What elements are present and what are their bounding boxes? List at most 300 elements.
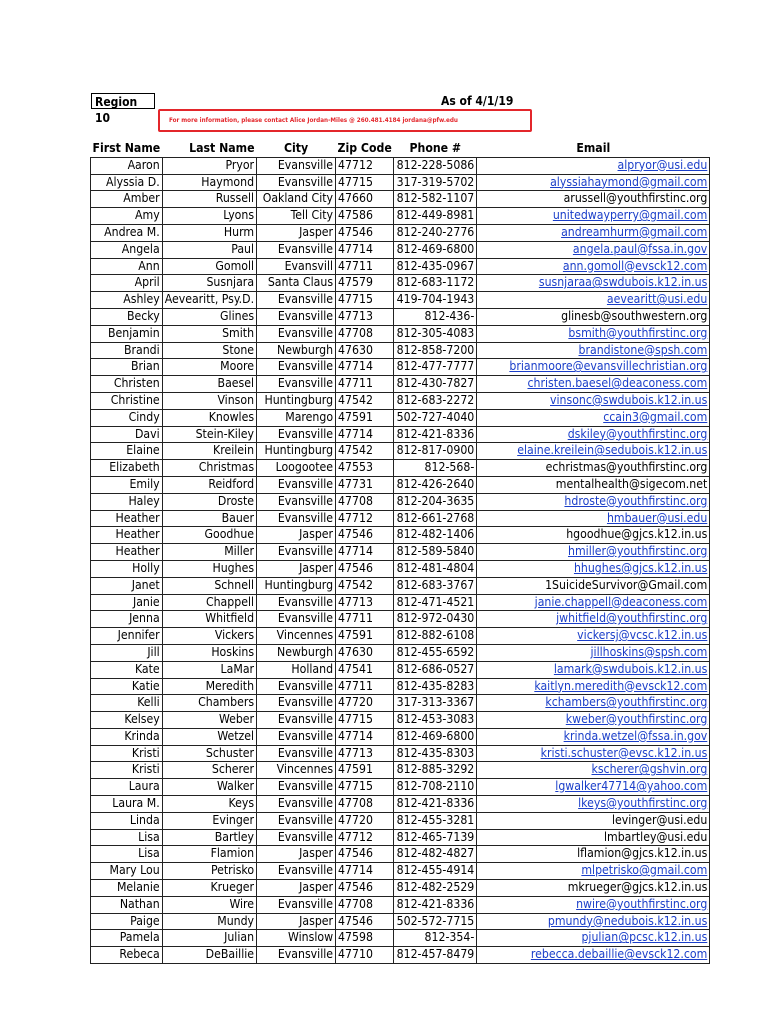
- table-row: [91, 443, 710, 460]
- table-row: [91, 628, 710, 645]
- first-name-cell: Heather: [91, 510, 163, 527]
- last-name-cell: Christmas: [162, 460, 256, 477]
- email-link[interactable]: andreamhurm@gmail.com: [561, 224, 708, 239]
- email-link[interactable]: pjulian@pcsc.k12.in.us: [581, 930, 708, 945]
- first-name-cell: April: [91, 275, 163, 292]
- first-name-cell: Christen: [91, 376, 163, 393]
- email-cell: [477, 258, 710, 275]
- table-row: [91, 426, 710, 443]
- zip-code-cell: 47713: [336, 745, 394, 762]
- table-row: [91, 611, 710, 628]
- zip-code-cell: 47720: [336, 695, 394, 712]
- zip-code-cell: 47714: [336, 728, 394, 745]
- email-cell: [477, 241, 710, 258]
- phone-cell: 502-727-4040: [394, 409, 477, 426]
- city-cell: Evansville: [257, 493, 336, 510]
- email-link[interactable]: hdroste@youthfirstinc.org: [564, 493, 708, 508]
- email-cell: [477, 292, 710, 309]
- table-row: [91, 745, 710, 762]
- table-row: [91, 661, 710, 678]
- city-cell: Vincennes: [257, 628, 336, 645]
- email-link[interactable]: kaitlyn.meredith@evsck12.com: [534, 678, 708, 693]
- last-name-cell: Paul: [162, 241, 256, 258]
- zip-code-cell: 47711: [336, 611, 394, 628]
- last-name-cell: Lyons: [162, 208, 256, 225]
- first-name-cell: Krinda: [91, 728, 163, 745]
- phone-cell: 812-482-1406: [394, 527, 477, 544]
- last-name-cell: Vinson: [162, 392, 256, 409]
- first-name-cell: Janet: [91, 577, 163, 594]
- contact-notice: For more information, please contact Alice Jordan-Miles @ 260.481.4184 jordana@pfw.edu: [158, 109, 532, 132]
- email-link[interactable]: christen.baesel@deaconess.com: [527, 376, 708, 391]
- email-cell: [477, 846, 710, 863]
- email-cell: [477, 745, 710, 762]
- email-link[interactable]: alpryor@usi.edu: [617, 157, 708, 172]
- email-link[interactable]: kristi.schuster@evsc.k12.in.us: [540, 745, 708, 760]
- phone-cell: 812-465-7139: [394, 829, 477, 846]
- city-cell: Evansville: [257, 796, 336, 813]
- city-cell: Jasper: [257, 224, 336, 241]
- last-name-cell: Hoskins: [162, 644, 256, 661]
- city-cell: Evansville: [257, 812, 336, 829]
- first-name-cell: Brandi: [91, 342, 163, 359]
- email-link[interactable]: ann.gomoll@evsck12.com: [562, 258, 708, 273]
- zip-code-cell: 47546: [336, 846, 394, 863]
- phone-cell: 812-686-0527: [394, 661, 477, 678]
- city-cell: Oakland City: [257, 191, 336, 208]
- col-city: City: [283, 140, 309, 155]
- email-text: 1SuicideSurvivor@Gmail.com: [545, 577, 708, 592]
- zip-code-cell: 47712: [336, 829, 394, 846]
- phone-cell: 812-482-4827: [394, 846, 477, 863]
- email-cell: [477, 913, 710, 930]
- last-name-cell: Petrisko: [162, 863, 256, 880]
- table-row: [91, 947, 710, 964]
- first-name-cell: Ashley: [91, 292, 163, 309]
- last-name-cell: Weber: [162, 712, 256, 729]
- email-text: levinger@usi.edu: [611, 812, 708, 827]
- email-link[interactable]: mlpetrisko@gmail.com: [581, 863, 708, 878]
- first-name-cell: Andrea M.: [91, 224, 163, 241]
- last-name-cell: Bartley: [162, 829, 256, 846]
- email-link[interactable]: hhughes@gjcs.k12.in.us: [573, 560, 708, 575]
- phone-cell: 812-421-8336: [394, 796, 477, 813]
- last-name-cell: Walker: [162, 779, 256, 796]
- last-name-cell: Wire: [162, 896, 256, 913]
- email-link[interactable]: susnjaraa@swdubois.k12.in.us: [538, 275, 708, 290]
- zip-code-cell: 47712: [336, 157, 394, 174]
- last-name-cell: Vickers: [162, 628, 256, 645]
- table-row: [91, 779, 710, 796]
- table-row: [91, 896, 710, 913]
- email-cell: [477, 376, 710, 393]
- first-name-cell: Elizabeth: [91, 460, 163, 477]
- email-link[interactable]: janie.chappell@deaconess.com: [534, 594, 708, 609]
- first-name-cell: Jill: [91, 644, 163, 661]
- table-row: [91, 460, 710, 477]
- table-row: [91, 712, 710, 729]
- phone-cell: 419-704-1943: [394, 292, 477, 309]
- table-row: [91, 376, 710, 393]
- email-text: mkrueger@gjcs.k12.in.us: [567, 880, 708, 895]
- zip-code-cell: 47542: [336, 392, 394, 409]
- first-name-cell: Lisa: [91, 846, 163, 863]
- phone-cell: 812-661-2768: [394, 510, 477, 527]
- email-link[interactable]: hmbauer@usi.edu: [606, 510, 708, 525]
- city-cell: Evansville: [257, 476, 336, 493]
- zip-code-cell: 47579: [336, 275, 394, 292]
- first-name-cell: Aaron: [91, 157, 163, 174]
- phone-cell: 812-435-8283: [394, 678, 477, 695]
- email-cell: [477, 812, 710, 829]
- email-cell: [477, 476, 710, 493]
- email-link[interactable]: vinsonc@swdubois.k12.in.us: [550, 392, 708, 407]
- email-cell: [477, 224, 710, 241]
- email-link[interactable]: bsmith@youthfirstinc.org: [568, 325, 708, 340]
- first-name-cell: Amy: [91, 208, 163, 225]
- email-link[interactable]: lkeys@youthfirstinc.org: [578, 796, 708, 811]
- phone-cell: 812-455-6592: [394, 644, 477, 661]
- last-name-cell: Hurm: [162, 224, 256, 241]
- table-row: [91, 762, 710, 779]
- last-name-cell: Whitfield: [162, 611, 256, 628]
- email-link[interactable]: lgwalker47714@yahoo.com: [555, 779, 708, 794]
- email-cell: [477, 762, 710, 779]
- city-cell: Holland: [257, 661, 336, 678]
- zip-code-cell: 47708: [336, 325, 394, 342]
- phone-cell: 812-708-2110: [394, 779, 477, 796]
- table-row: [91, 493, 710, 510]
- table-row: [91, 544, 710, 561]
- city-cell: Jasper: [257, 527, 336, 544]
- last-name-cell: Stone: [162, 342, 256, 359]
- last-name-cell: Miller: [162, 544, 256, 561]
- first-name-cell: Angela: [91, 241, 163, 258]
- phone-cell: 812-204-3635: [394, 493, 477, 510]
- city-cell: Evansville: [257, 308, 336, 325]
- zip-code-cell: 47591: [336, 409, 394, 426]
- city-cell: Evansville: [257, 611, 336, 628]
- phone-cell: 812-589-5840: [394, 544, 477, 561]
- zip-code-cell: 47541: [336, 661, 394, 678]
- zip-code-cell: 47546: [336, 880, 394, 897]
- email-cell: [477, 443, 710, 460]
- email-link[interactable]: brianmoore@evansvillechristian.org: [509, 359, 708, 374]
- first-name-cell: Christine: [91, 392, 163, 409]
- phone-cell: 317-313-3367: [394, 695, 477, 712]
- last-name-cell: Reidford: [162, 476, 256, 493]
- first-name-cell: Heather: [91, 527, 163, 544]
- city-cell: Evansville: [257, 728, 336, 745]
- last-name-cell: Bauer: [162, 510, 256, 527]
- email-link[interactable]: kscherer@gshvin.org: [591, 762, 708, 777]
- city-cell: Jasper: [257, 560, 336, 577]
- first-name-cell: Kate: [91, 661, 163, 678]
- last-name-cell: Krueger: [162, 880, 256, 897]
- email-cell: [477, 896, 710, 913]
- email-link[interactable]: nwire@youthfirstinc.org: [576, 896, 708, 911]
- phone-cell: 812-455-3281: [394, 812, 477, 829]
- table-row: [91, 258, 710, 275]
- first-name-cell: Davi: [91, 426, 163, 443]
- first-name-cell: Linda: [91, 812, 163, 829]
- email-link[interactable]: lamark@swdubois.k12.in.us: [553, 661, 708, 676]
- city-cell: Huntingburg: [257, 392, 336, 409]
- email-cell: [477, 359, 710, 376]
- zip-code-cell: 47714: [336, 241, 394, 258]
- email-link[interactable]: unitedwayperry@gmail.com: [552, 208, 708, 223]
- email-text: mentalhealth@sigecom.net: [555, 476, 708, 491]
- first-name-cell: Becky: [91, 308, 163, 325]
- email-cell: [477, 695, 710, 712]
- city-cell: Evansville: [257, 863, 336, 880]
- email-cell: [477, 426, 710, 443]
- zip-code-cell: 47546: [336, 560, 394, 577]
- table-row: [91, 510, 710, 527]
- phone-cell: 812-453-3083: [394, 712, 477, 729]
- city-cell: Jasper: [257, 913, 336, 930]
- email-cell: [477, 325, 710, 342]
- phone-cell: 812-421-8336: [394, 896, 477, 913]
- first-name-cell: Laura M.: [91, 796, 163, 813]
- email-link[interactable]: brandistone@spsh.com: [578, 342, 708, 357]
- phone-cell: 812-469-6800: [394, 241, 477, 258]
- first-name-cell: Jenna: [91, 611, 163, 628]
- email-link[interactable]: angela.paul@fssa.in.gov: [572, 241, 708, 256]
- zip-code-cell: 47708: [336, 493, 394, 510]
- first-name-cell: Melanie: [91, 880, 163, 897]
- email-link[interactable]: aevearitt@usi.edu: [606, 292, 708, 307]
- table-row: [91, 174, 710, 191]
- city-cell: Evansville: [257, 678, 336, 695]
- col-last-name: Last Name: [189, 140, 255, 155]
- city-cell: Huntingburg: [257, 577, 336, 594]
- table-row: [91, 577, 710, 594]
- email-cell: [477, 174, 710, 191]
- phone-cell: 812-858-7200: [394, 342, 477, 359]
- zip-code-cell: 47598: [336, 930, 394, 947]
- zip-code-cell: 47546: [336, 913, 394, 930]
- zip-code-cell: 47713: [336, 594, 394, 611]
- email-link[interactable]: alyssiahaymond@gmail.com: [550, 174, 708, 189]
- phone-cell: 812-435-0967: [394, 258, 477, 275]
- city-cell: Evansville: [257, 779, 336, 796]
- city-cell: Jasper: [257, 880, 336, 897]
- phone-cell: 812-240-2776: [394, 224, 477, 241]
- city-cell: Evansville: [257, 896, 336, 913]
- table-row: [91, 191, 710, 208]
- email-link[interactable]: hmiller@youthfirstinc.org: [568, 544, 708, 559]
- last-name-cell: Knowles: [162, 409, 256, 426]
- city-cell: Evansville: [257, 426, 336, 443]
- first-name-cell: Katie: [91, 678, 163, 695]
- city-cell: Marengo: [257, 409, 336, 426]
- table-row: [91, 644, 710, 661]
- first-name-cell: Emily: [91, 476, 163, 493]
- city-cell: Tell City: [257, 208, 336, 225]
- email-cell: [477, 560, 710, 577]
- city-cell: Evansville: [257, 359, 336, 376]
- table-row: [91, 157, 710, 174]
- table-row: [91, 241, 710, 258]
- email-cell: [477, 308, 710, 325]
- last-name-cell: Flamion: [162, 846, 256, 863]
- table-row: [91, 560, 710, 577]
- email-cell: [477, 628, 710, 645]
- phone-cell: 812-449-8981: [394, 208, 477, 225]
- email-link[interactable]: jillhoskins@spsh.com: [590, 644, 708, 659]
- last-name-cell: Keys: [162, 796, 256, 813]
- header-row: [91, 140, 710, 157]
- email-cell: [477, 157, 710, 174]
- zip-code-cell: 47710: [336, 947, 394, 964]
- email-text: glinesb@southwestern.org: [561, 308, 708, 323]
- zip-code-cell: 47553: [336, 460, 394, 477]
- city-cell: Vincennes: [257, 762, 336, 779]
- email-link[interactable]: ccain3@gmail.com: [603, 409, 708, 424]
- last-name-cell: Aevearitt, Psy.D.: [162, 292, 256, 309]
- last-name-cell: Droste: [162, 493, 256, 510]
- email-cell: [477, 493, 710, 510]
- phone-cell: 812-683-1172: [394, 275, 477, 292]
- zip-code-cell: 47591: [336, 762, 394, 779]
- first-name-cell: Jennifer: [91, 628, 163, 645]
- last-name-cell: LaMar: [162, 661, 256, 678]
- email-link[interactable]: rebecca.debaillie@evsck12.com: [530, 947, 708, 962]
- zip-code-cell: 47546: [336, 224, 394, 241]
- city-cell: Evansville: [257, 745, 336, 762]
- table-row: [91, 208, 710, 225]
- phone-cell: 812-426-2640: [394, 476, 477, 493]
- zip-code-cell: 47711: [336, 376, 394, 393]
- last-name-cell: Mundy: [162, 913, 256, 930]
- phone-cell: 812-882-6108: [394, 628, 477, 645]
- zip-code-cell: 47715: [336, 779, 394, 796]
- email-cell: [477, 208, 710, 225]
- last-name-cell: Schuster: [162, 745, 256, 762]
- email-link[interactable]: jwhitfield@youthfirstinc.org: [556, 611, 708, 626]
- phone-cell: 812-469-6800: [394, 728, 477, 745]
- zip-code-cell: 47714: [336, 359, 394, 376]
- first-name-cell: Kristi: [91, 762, 163, 779]
- email-link[interactable]: dskiley@youthfirstinc.org: [567, 426, 708, 441]
- last-name-cell: Smith: [162, 325, 256, 342]
- city-cell: Evansville: [257, 712, 336, 729]
- first-name-cell: Heather: [91, 544, 163, 561]
- email-link[interactable]: krinda.wetzel@fssa.in.gov: [563, 728, 708, 743]
- as-of-date: As of 4/1/19: [441, 94, 514, 108]
- col-first-name: First Name: [92, 140, 161, 155]
- zip-code-cell: 47708: [336, 896, 394, 913]
- email-text: hgoodhue@gjcs.k12.in.us: [566, 527, 708, 542]
- table-row: [91, 308, 710, 325]
- email-cell: [477, 460, 710, 477]
- phone-cell: 812-582-1107: [394, 191, 477, 208]
- email-cell: [477, 796, 710, 813]
- email-cell: [477, 644, 710, 661]
- phone-cell: 812-354-: [394, 930, 477, 947]
- table-row: [91, 392, 710, 409]
- zip-code-cell: 47714: [336, 426, 394, 443]
- city-cell: Evansville: [257, 947, 336, 964]
- table-row: [91, 880, 710, 897]
- table-body: [91, 157, 710, 963]
- first-name-cell: Cindy: [91, 409, 163, 426]
- col-phone: Phone #: [409, 140, 462, 155]
- table-row: [91, 292, 710, 309]
- email-link[interactable]: elaine.kreilein@sedubois.k12.in.us: [517, 443, 708, 458]
- table-row: [91, 812, 710, 829]
- email-text: lflamion@gjcs.k12.in.us: [577, 846, 708, 861]
- city-cell: Winslow: [257, 930, 336, 947]
- last-name-cell: Glines: [162, 308, 256, 325]
- email-cell: [477, 611, 710, 628]
- phone-cell: 812-421-8336: [394, 426, 477, 443]
- email-cell: [477, 712, 710, 729]
- city-cell: Evansville: [257, 157, 336, 174]
- phone-cell: 812-477-7777: [394, 359, 477, 376]
- phone-cell: 812-430-7827: [394, 376, 477, 393]
- first-name-cell: Holly: [91, 560, 163, 577]
- contacts-table: [90, 140, 710, 964]
- phone-cell: 812-482-2529: [394, 880, 477, 897]
- phone-cell: 812-435-8303: [394, 745, 477, 762]
- city-cell: Jasper: [257, 846, 336, 863]
- email-cell: [477, 728, 710, 745]
- email-link[interactable]: pmundy@nedubois.k12.in.us: [547, 913, 708, 928]
- zip-code-cell: 47720: [336, 812, 394, 829]
- first-name-cell: Laura: [91, 779, 163, 796]
- table-row: [91, 863, 710, 880]
- email-cell: [477, 594, 710, 611]
- first-name-cell: Benjamin: [91, 325, 163, 342]
- last-name-cell: Russell: [162, 191, 256, 208]
- email-link[interactable]: kchambers@youthfirstinc.org: [545, 695, 708, 710]
- first-name-cell: Kelli: [91, 695, 163, 712]
- last-name-cell: Baesel: [162, 376, 256, 393]
- table-row: [91, 728, 710, 745]
- email-cell: [477, 191, 710, 208]
- email-cell: [477, 275, 710, 292]
- zip-code-cell: 47713: [336, 308, 394, 325]
- email-link[interactable]: vickersj@vcsc.k12.in.us: [577, 628, 708, 643]
- city-cell: Evansville: [257, 544, 336, 561]
- table-row: [91, 829, 710, 846]
- email-cell: [477, 829, 710, 846]
- last-name-cell: Meredith: [162, 678, 256, 695]
- email-text: echristmas@youthfirstinc.org: [545, 460, 708, 475]
- last-name-cell: Schnell: [162, 577, 256, 594]
- zip-code-cell: 47630: [336, 644, 394, 661]
- email-cell: [477, 342, 710, 359]
- email-cell: [477, 863, 710, 880]
- city-cell: Loogootee: [257, 460, 336, 477]
- phone-cell: 812-683-2272: [394, 392, 477, 409]
- table-row: [91, 913, 710, 930]
- phone-cell: 812-228-5086: [394, 157, 477, 174]
- phone-cell: 317-319-5702: [394, 174, 477, 191]
- last-name-cell: Kreilein: [162, 443, 256, 460]
- table-row: [91, 224, 710, 241]
- phone-cell: 812-972-0430: [394, 611, 477, 628]
- email-cell: [477, 930, 710, 947]
- email-link[interactable]: kweber@youthfirstinc.org: [565, 712, 708, 727]
- last-name-cell: Wetzel: [162, 728, 256, 745]
- last-name-cell: Julian: [162, 930, 256, 947]
- phone-cell: 812-457-8479: [394, 947, 477, 964]
- zip-code-cell: 47715: [336, 292, 394, 309]
- zip-code-cell: 47715: [336, 712, 394, 729]
